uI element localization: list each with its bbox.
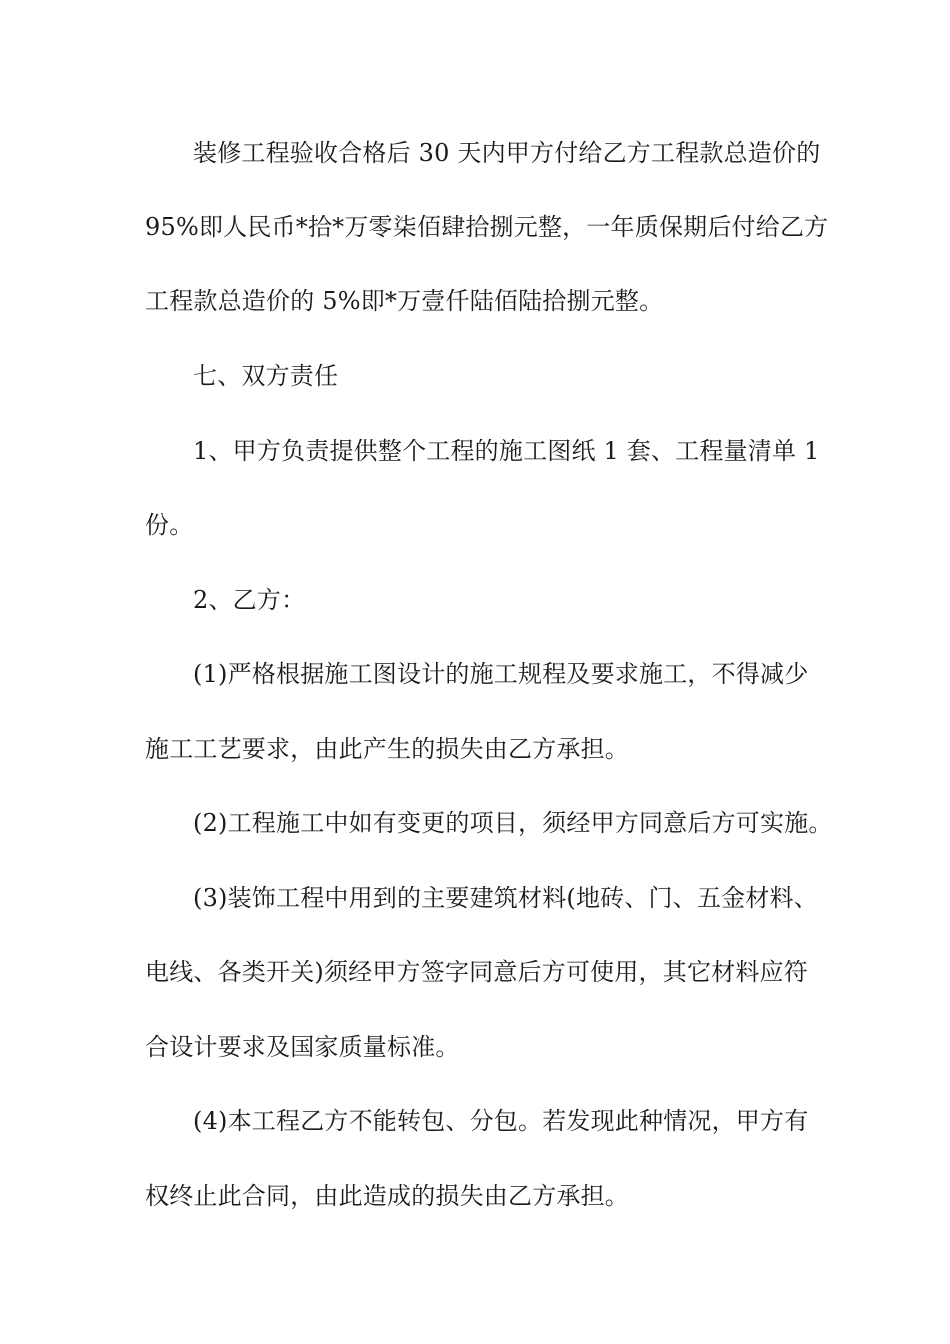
item-4-line-2: 权终止此合同，由此造成的损失由乙方承担。 (145, 1182, 629, 1210)
payment-paragraph-line-3: 工程款总造价的 5%即*万壹仟陆佰陆拾捌元整。 (145, 287, 664, 315)
item-3-line-1: (3)装饰工程中用到的主要建筑材料(地砖、门、五金材料、 (193, 884, 818, 912)
item-1-line-1: (1)严格根据施工图设计的施工规程及要求施工，不得减少 (193, 660, 809, 688)
item-3-line-3: 合设计要求及国家质量标准。 (145, 1033, 460, 1061)
item-2-line-1: (2)工程施工中如有变更的项目，须经甲方同意后方可实施。 (193, 809, 833, 837)
clause-2-heading: 2、乙方： (193, 586, 306, 614)
item-4-line-1: (4)本工程乙方不能转包、分包。若发现此种情况，甲方有 (193, 1107, 809, 1135)
section-heading-responsibilities: 七、双方责任 (193, 362, 339, 390)
item-1-line-2: 施工工艺要求，由此产生的损失由乙方承担。 (145, 735, 629, 763)
payment-paragraph-line-1: 装修工程验收合格后 30 天内甲方付给乙方工程款总造价的 (193, 139, 821, 167)
payment-paragraph-line-2: 95%即人民币*拾*万零柒佰肆拾捌元整，一年质保期后付给乙方 (145, 213, 829, 241)
clause-1-line-2: 份。 (145, 511, 194, 539)
item-3-line-2: 电线、各类开关)须经甲方签字同意后方可使用，其它材料应符 (145, 958, 808, 986)
clause-1-line-1: 1、甲方负责提供整个工程的施工图纸 1 套、工程量清单 1 (193, 437, 820, 465)
